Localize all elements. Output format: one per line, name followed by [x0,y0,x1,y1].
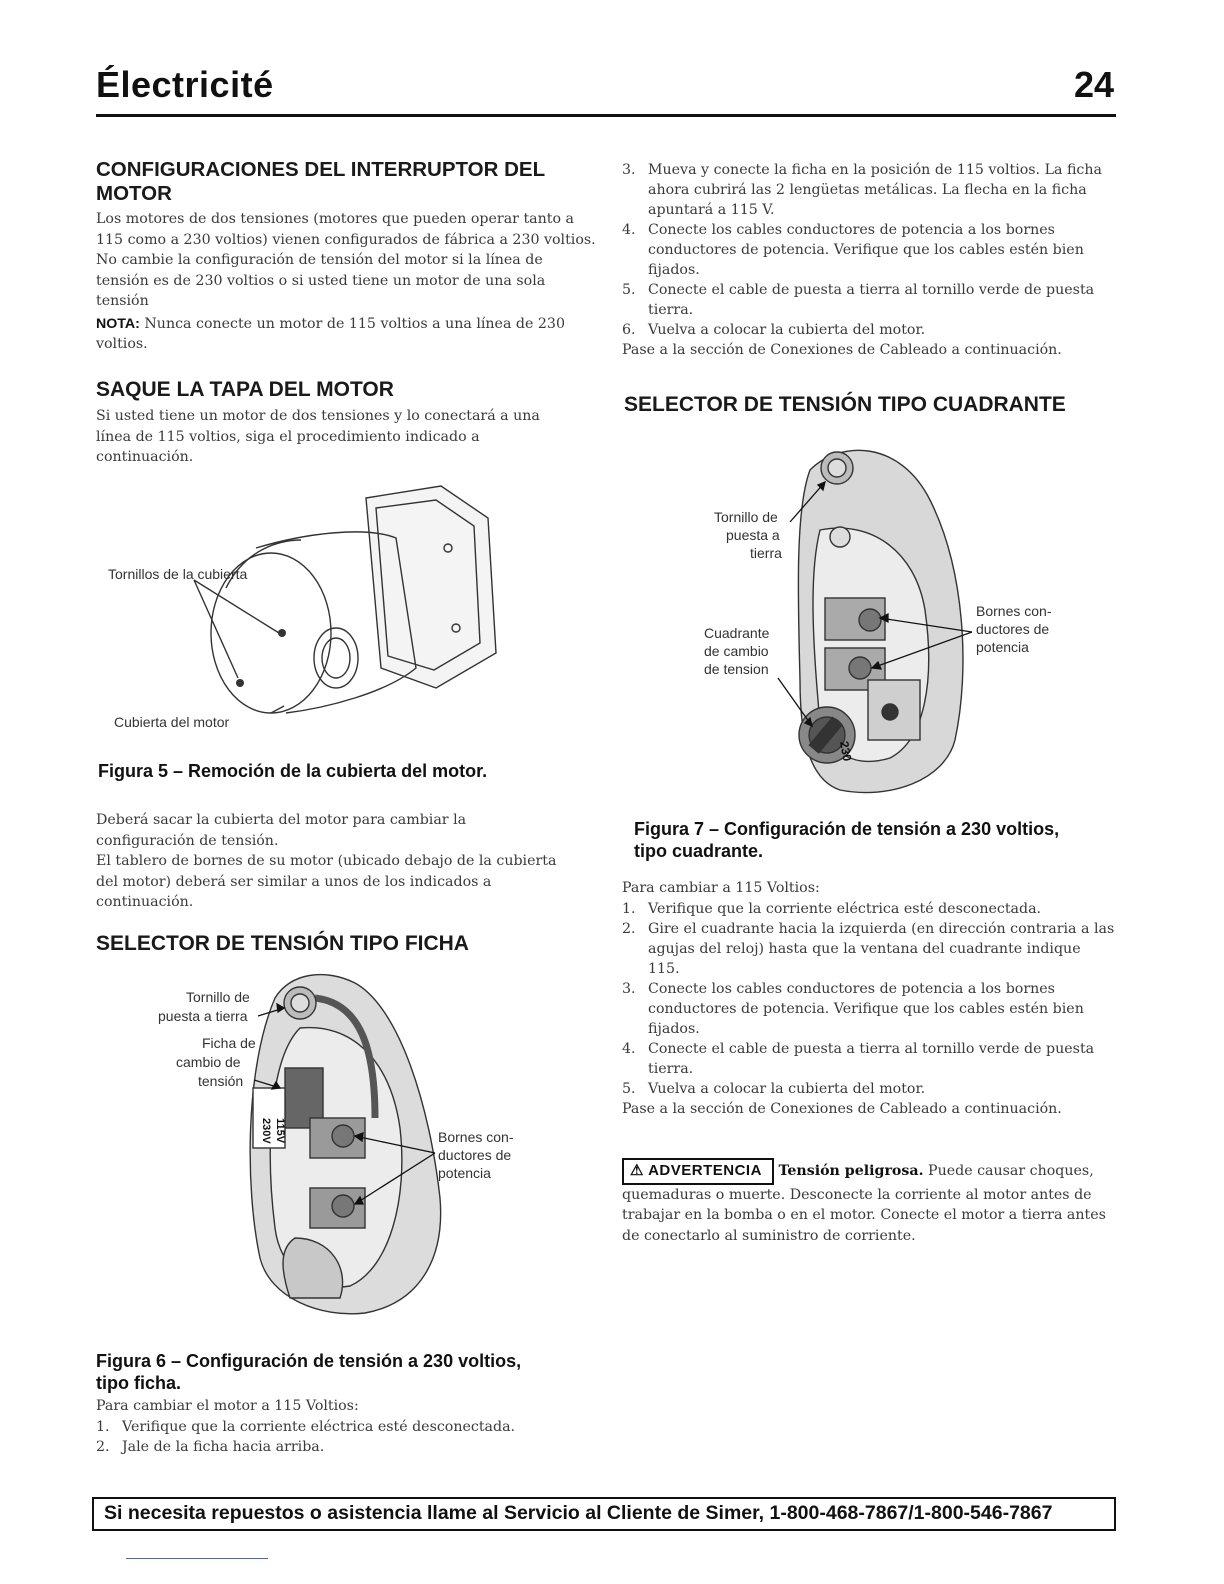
dial-window-value: 230 [837,740,855,763]
paragraph: Pase a la sección de Conexiones de Cableado a continuación. [622,342,1062,358]
list-item [622,280,1116,320]
plug-procedure [96,1396,596,1457]
warning-label: ADVERTENCIA [648,1162,762,1179]
paragraph: Los motores de dos tensiones (motores que pueden operar tanto a 115 como a 230 voltios) vienen configurados de fábrica a 230 voltios. No cambie la configuración de tensión del motor si la línea de tensión es de 230 voltios o si usted tiene un motor de una sola tensión [96,211,596,310]
step-list [96,1417,596,1457]
step-number: 1. [96,1418,110,1435]
step-text: Conecte los cables conductores de potencia a los bornes conductores de potencia. Verifique que los cables estén bien fijados. [648,222,1084,278]
section-heading: CONFIGURACIONES DEL INTERRUPTOR DEL MOTOR [96,158,545,205]
step-text: Mueva y conecte la ficha en la posición de 115 voltios. La ficha ahora cubrirá las 2 lengüetas metálicas. La flecha en la ficha apuntará a 115 V. [648,162,1102,218]
paragraph: El tablero de bornes de su motor (ubicado debajo de la cubierta del motor) deberá ser similar a unos de los indicados a continuación. [96,853,557,910]
caption-line: Figura 6 – Configuración de tensión a 230 voltios, [96,1351,522,1371]
list-item [622,919,1116,979]
figure-5-motor-cover [96,478,576,748]
step-text: Vuelva a colocar la cubierta del motor. [648,1080,926,1097]
section-heading-plug-selector: SELECTOR DE TENSIÓN TIPO FICHA [96,932,469,955]
label-voltage-dial: de tension [704,661,769,677]
list-item [622,320,1116,340]
step-text: Gire el cuadrante hacia la izquierda (en dirección contraria a las agujas del reloj) hasta que la ventana del cuadrante indique 115. [648,920,1115,977]
paragraph: Pase a la sección de Conexiones de Cableado a continuación. [622,1100,1062,1117]
plug-115-label: 115V [274,1118,286,1144]
list-item [96,1417,596,1437]
list-item [622,979,1116,1039]
caption-line: tipo cuadrante. [634,841,764,861]
list-item [96,1437,596,1457]
list-item [622,1039,1116,1079]
footer-text [104,1502,1052,1525]
step-list [622,899,1116,1099]
step-text: Vuelva a colocar la cubierta del motor. [648,322,926,338]
screw-icon [278,629,286,637]
page-title: Électricité [96,64,274,105]
label-power-terminals: Bornes con- [438,1129,514,1145]
label-voltage-plug: Ficha de [202,1035,256,1051]
plug-procedure-continued [622,160,1116,361]
procedure-intro: Para cambiar a 115 Voltios: [622,880,820,896]
step-text: Conecte los cables conductores de potencia a los bornes conductores de potencia. Verifique que los cables estén bien fijados. [648,980,1084,1037]
caption-line: tipo ficha. [96,1373,181,1393]
label-voltage-dial: Cuadrante [704,625,770,641]
section-heading: SAQUE LA TAPA DEL MOTOR [96,378,394,401]
figure-5-caption: Figura 5 – Remoción de la cubierta del motor. [98,761,488,781]
paragraph: Deberá sacar la cubierta del motor para cambiar la configuración de tensión. [96,812,467,849]
step-number: 4. [622,222,636,238]
warning-block [622,1158,1116,1246]
caption-line: Figura 7 – Configuración de tensión a 230 voltios, [634,819,1060,839]
footer-underline [126,1558,268,1559]
procedure-intro: Para cambiar el motor a 115 Voltios: [96,1398,359,1414]
label-motor-cover: Cubierta del motor [114,714,230,730]
plug-230-label: 230V [260,1118,272,1144]
step-list [622,160,1116,340]
warning-badge [622,1158,774,1185]
step-number: 3. [622,980,636,997]
header-rule [96,114,1116,117]
label-power-terminals: ductores de [438,1147,512,1163]
figure-6-caption [96,1350,596,1394]
label-ground-screw: Tornillo de [186,989,250,1005]
label-ground-screw: Tornillo de [714,509,778,525]
figure-7-caption [634,818,1116,862]
step-number: 2. [622,920,636,937]
section-motor-switch [96,158,596,355]
step-number: 5. [622,1080,636,1097]
label-power-terminals: Bornes con- [976,603,1052,619]
page-number: 24 [1073,64,1114,105]
note [96,314,596,355]
step-number: 1. [622,900,636,917]
paragraph: Si usted tiene un motor de dos tensiones y lo conectará a una línea de 115 voltios, siga el procedimiento indicado a continuación. [96,408,540,466]
section-remove-cover [96,378,566,468]
step-text: Conecte el cable de puesta a tierra al tornillo verde de puesta tierra. [648,1040,1095,1077]
step-number: 5. [622,282,636,298]
warning-paragraph [622,1158,1116,1246]
warning-title: Tensión peligrosa. [778,1163,924,1179]
list-item [622,1079,1116,1099]
figure-7-dial-selector [700,440,1100,800]
label-ground-screw: tierra [750,545,782,561]
step-text: Conecte el cable de puesta a tierra al tornillo verde de puesta tierra. [648,282,1095,318]
step-number: 2. [96,1438,110,1455]
step-number: 6. [622,322,636,338]
label-power-terminals: ductores de [976,621,1050,637]
note-label: NOTA: [96,315,140,332]
step-number: 3. [622,162,636,178]
section-heading-dial-selector: SELECTOR DE TENSIÓN TIPO CUADRANTE [624,393,1066,416]
label-voltage-plug: cambio de [176,1054,241,1070]
note-text: Nunca conecte un motor de 115 voltios a una línea de 230 voltios. [96,315,565,353]
step-text: Jale de la ficha hacia arriba. [122,1438,325,1455]
warning-text: Puede causar choques, quemaduras o muerte. Desconecte la corriente al motor antes de trabajar en la bomba o en el motor. Conecte el motor a tierra antes de conectarlo al suministro de corriente. [622,1163,1106,1244]
step-number: 4. [622,1040,636,1057]
label-cover-screws: Tornillos de la cubierta [108,566,248,582]
screw-icon [236,679,244,687]
step-text: Verifique que la corriente eléctrica esté desconectada. [648,900,1042,917]
warning-icon: ⚠ [630,1162,644,1179]
label-power-terminals: potencia [438,1165,491,1181]
footer-message: Si necesita repuestos o asistencia llame al Servicio al Cliente de Simer, [104,1502,770,1524]
dial-procedure [622,878,1116,1119]
label-power-terminals: potencia [976,639,1029,655]
cover-text [96,810,566,913]
step-text: Verifique que la corriente eléctrica esté desconectada. [122,1418,516,1435]
label-ground-screw: puesta a tierra [158,1008,248,1024]
label-voltage-plug: tensión [198,1073,244,1089]
list-item [622,160,1116,220]
list-item [622,899,1116,919]
label-voltage-dial: de cambio [704,643,769,659]
label-ground-screw: puesta a [726,527,780,543]
figure-6-plug-selector [150,968,550,1328]
list-item [622,220,1116,280]
footer-phone-numbers: 1-800-468-7867/1-800-546-7867 [769,1502,1053,1524]
